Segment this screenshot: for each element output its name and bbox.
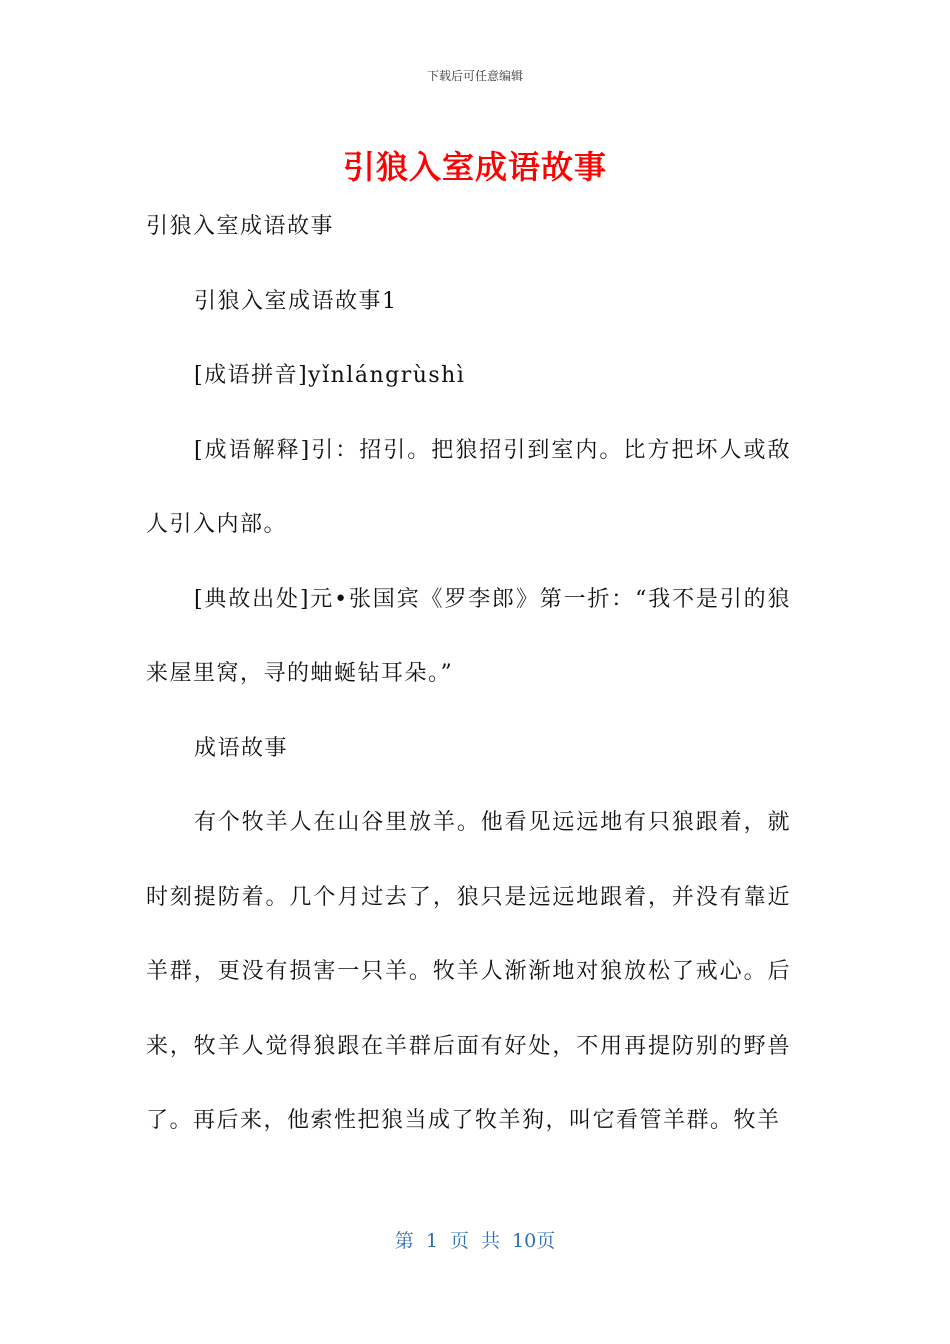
paragraph-subheading: 引狼入室成语故事1 xyxy=(194,288,398,314)
paragraph-explanation: [成语解释]引：招引。把狼招引到室内。比方把坏人或敌人引入内部。 xyxy=(146,437,791,537)
paragraph-story: 有个牧羊人在山谷里放羊。他看见远远地有只狼跟着，就时刻提防着。几个月过去了，狼只是远远地跟着，并没有靠近羊群，更没有损害一只羊。牧羊人渐渐地对狼放松了戒心。后来，牧羊人觉得狼跟在羊群后面有好处，不用再提防别的野兽了。再后来，他索性把狼当成了牧羊狗，叫它看管羊群。牧羊 xyxy=(146,810,791,1133)
paragraph-story-heading: 成语故事 xyxy=(194,735,289,761)
header-note: 下载后可任意编辑 xyxy=(426,69,523,83)
document-title: 引狼入室成语故事 xyxy=(342,148,607,186)
paragraph-heading: 引狼入室成语故事 xyxy=(146,214,335,239)
document-body xyxy=(146,190,791,1159)
paragraph-pinyin: [成语拼音]yǐnlángrùshì xyxy=(194,363,466,388)
paragraph-source: [典故出处]元•张国宾《罗李郎》第一折：“我不是引的狼来屋里窝，寻的蚰蜒钻耳朵。” xyxy=(146,586,791,686)
page-number: 第 1 页 共 10页 xyxy=(394,1230,556,1252)
